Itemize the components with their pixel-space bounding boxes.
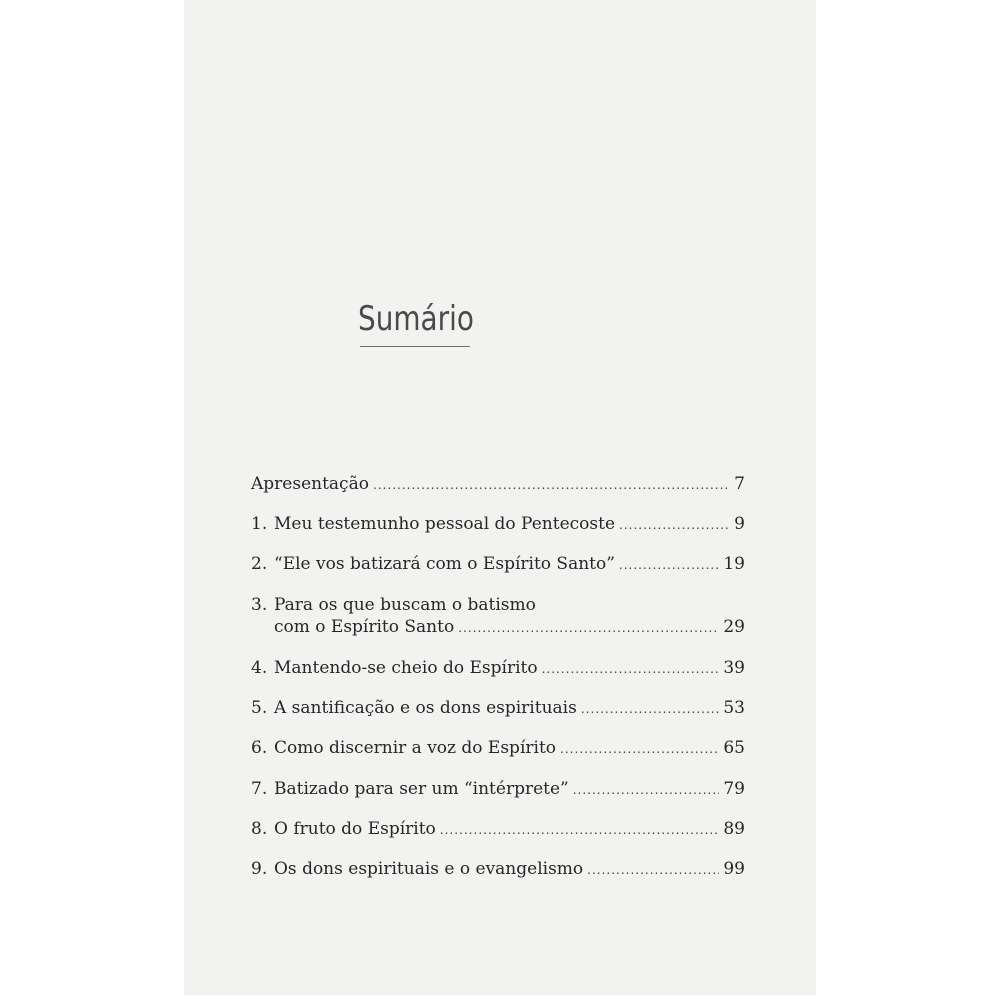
toc-entry-page: 79 [723, 779, 745, 799]
toc-entry-number: 4. [251, 658, 268, 678]
toc-entry-title: Apresentação [251, 474, 369, 494]
toc-entry-title: “Ele vos batizará com o Espírito Santo” [274, 554, 615, 574]
dot-leader [581, 696, 720, 722]
toc-entry-title: O fruto do Espírito [274, 819, 436, 839]
dot-leader [619, 552, 719, 578]
toc-entry-apresentacao [251, 471, 745, 497]
toc-entry-3 [251, 592, 745, 640]
toc-entry-1 [251, 511, 745, 537]
toc-entry-page: 89 [723, 819, 745, 839]
toc-entry-title: Meu testemunho pessoal do Pentecoste [274, 514, 616, 534]
toc-entry-4 [251, 655, 745, 681]
dot-leader [458, 615, 719, 641]
toc-entry-number: 3. [251, 595, 268, 615]
toc-entry-2 [251, 551, 745, 577]
toc-entry-title: Como discernir a voz do Espírito [274, 738, 557, 758]
toc-entry-title: Batizado para ser um “intérprete” [274, 779, 569, 799]
title-underline [360, 346, 470, 347]
toc-entry-page: 7 [734, 474, 745, 494]
dot-leader [440, 817, 720, 843]
page-title: Sumário [358, 299, 474, 339]
dot-leader [573, 777, 720, 803]
toc-entry-9 [251, 856, 745, 882]
toc-entry-7 [251, 776, 745, 802]
toc-entry-page: 99 [723, 859, 745, 879]
toc-entry-8 [251, 816, 745, 842]
dot-leader [619, 512, 730, 538]
toc-entry-number: 9. [251, 859, 268, 879]
toc-entry-page: 39 [723, 658, 745, 678]
toc-entry-page: 19 [723, 554, 745, 574]
toc-entry-number: 2. [251, 554, 268, 574]
dot-leader [587, 857, 719, 883]
toc-entry-number: 5. [251, 698, 268, 718]
toc-entry-title: A santificação e os dons espirituais [274, 698, 577, 718]
dot-leader [560, 736, 719, 762]
toc-entry-number: 1. [251, 514, 268, 534]
toc-entry-page: 9 [734, 514, 745, 534]
toc-entry-title: Para os que buscam o batismo [274, 595, 536, 615]
dot-leader [542, 656, 720, 682]
toc-entry-page: 29 [723, 617, 745, 637]
toc-entry-page: 53 [723, 698, 745, 718]
toc-entry-title-continued: com o Espírito Santo [274, 617, 455, 637]
toc-entry-number: 7. [251, 779, 268, 799]
toc-entry-number: 6. [251, 738, 268, 758]
toc-entry-title: Mantendo-se cheio do Espírito [274, 658, 538, 678]
toc-entry-page: 65 [723, 738, 745, 758]
toc-entry-title: Os dons espirituais e o evangelismo [274, 859, 584, 879]
toc-entry-5 [251, 695, 745, 721]
dot-leader [373, 472, 730, 498]
toc-entry-number: 8. [251, 819, 268, 839]
toc-entry-6 [251, 735, 745, 761]
